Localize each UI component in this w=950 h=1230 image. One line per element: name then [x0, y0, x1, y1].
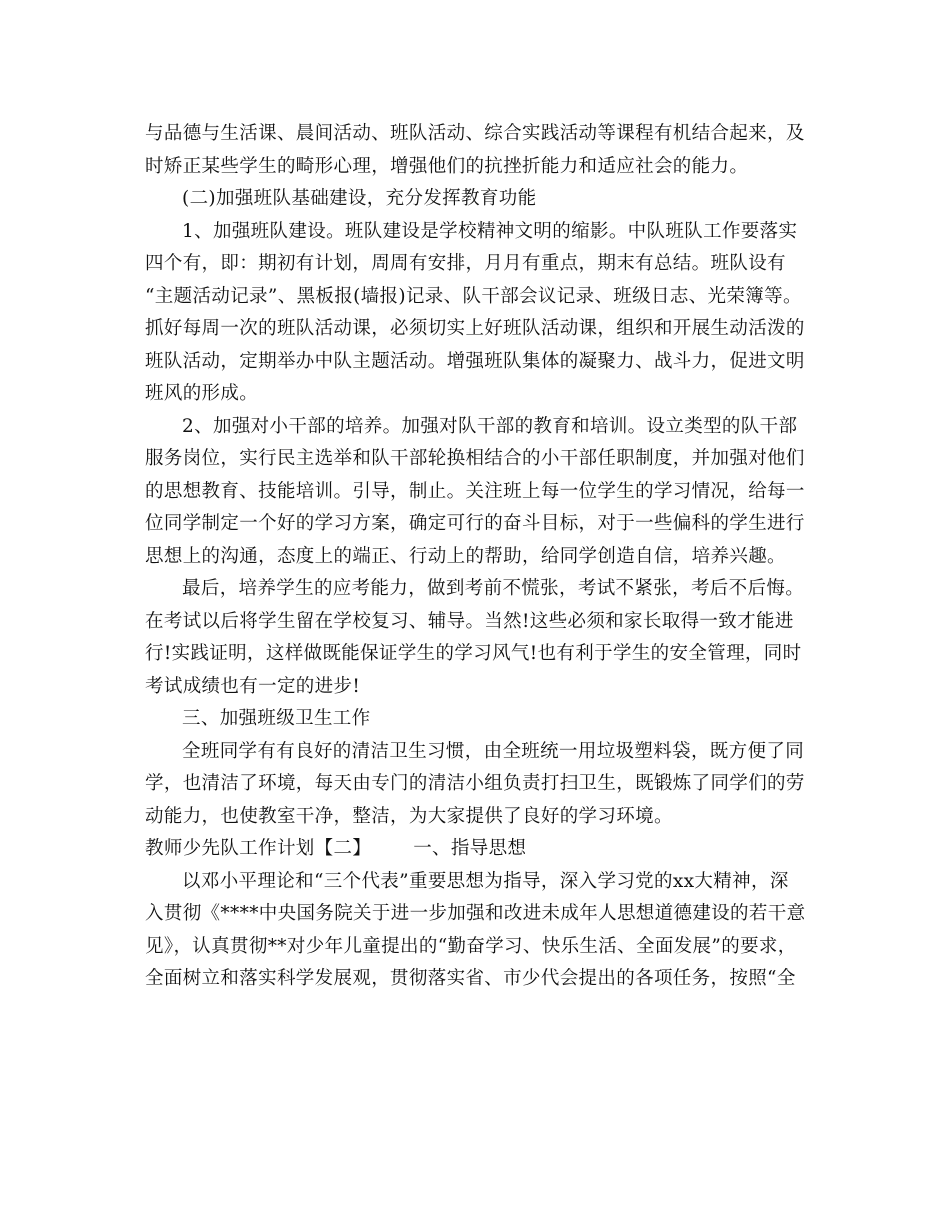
paragraph-line: 思想上的沟通，态度上的端正、行动上的帮助，给同学创造自信，培养兴趣。: [145, 545, 786, 567]
section-subtitle: 一、指导思想: [413, 838, 527, 859]
paragraph-line: 学，也清洁了环境，每天由专门的清洁小组负责打扫卫生，既锻炼了同学们的劳: [145, 773, 805, 794]
paragraph-line: 行!实践证明，这样做既能保证学生的学习风气!也有利于学生的安全管理，同时: [145, 643, 802, 664]
paragraph-line: 与品德与生活课、晨间活动、班队活动、综合实践活动等课程有机结合起来，及: [145, 123, 805, 144]
paragraph-line: 2、加强对小干部的培养。加强对队干部的教育和培训。设立类型的队干部: [182, 415, 798, 437]
paragraph-line: “主题活动记录”、黑板报(墙报)记录、队干部会议记录、班级日志、光荣簿等。: [145, 285, 802, 307]
document-body: [145, 118, 810, 996]
paragraph-line: 班队活动，定期举办中队主题活动。增强班队集体的凝聚力、战斗力，促进文明: [145, 350, 805, 372]
paragraph-line: 最后，培养学生的应考能力，做到考前不慌张，考试不紧张，考后不后悔。: [182, 578, 805, 599]
section-title: 教师少先队工作计划【二】: [145, 838, 372, 859]
paragraph-line: 动能力，也使教室干净，整洁，为大家提供了良好的学习环境。: [145, 805, 673, 827]
paragraph-line: 服务岗位，实行民主选举和队干部轮换相结合的小干部任职制度，并加强对他们: [145, 448, 805, 469]
paragraph-line: 抓好每周一次的班队活动课，必须切实上好班队活动课，组织和开展生动活泼的: [145, 318, 805, 339]
paragraph-line: 班风的形成。: [145, 383, 259, 404]
paragraph-line: 四个有，即：期初有计划，周周有安排，月月有重点，期末有总结。班队设有: [145, 253, 786, 274]
paragraph-line: 的思想教育、技能培训。引导，制止。关注班上每一位学生的学习情况，给每一: [145, 480, 805, 502]
paragraph-line: 位同学制定一个好的学习方案，确定可行的奋斗目标，对于一些偏科的学生进行: [145, 513, 805, 534]
subheading: (二)加强班队基础建设，充分发挥教育功能: [182, 188, 537, 209]
paragraph-line: 考试成绩也有一定的进步!: [145, 675, 361, 697]
paragraph-line: 时矫正某些学生的畸形心理，增强他们的抗挫折能力和适应社会的能力。: [145, 155, 749, 177]
paragraph-line: 全班同学有有良好的清洁卫生习惯，由全班统一用垃圾塑料袋，既方便了同: [182, 740, 805, 762]
paragraph-line: 全面树立和落实科学发展观，贯彻落实省、市少代会提出的各项任务，按照“全: [145, 968, 796, 989]
subheading: 三、加强班级卫生工作: [182, 708, 371, 729]
paragraph-line: 见》，认真贯彻**对少年儿童提出的“勤奋学习、快乐生活、全面发展”的要求，: [145, 935, 797, 957]
paragraph-line: 在考试以后将学生留在学校复习、辅导。当然!这些必须和家长取得一致才能进: [145, 610, 794, 632]
paragraph-line: 1、加强班队建设。班队建设是学校精神文明的缩影。中队班队工作要落实: [182, 220, 798, 242]
paragraph-line: 以邓小平理论和“三个代表”重要思想为指导，深入学习党的xx大精神，深: [182, 870, 789, 892]
paragraph-line: 入贯彻《****中央国务院关于进一步加强和改进未成年人思想道德建设的若干意: [145, 903, 806, 924]
section-heading-line: [145, 833, 810, 866]
